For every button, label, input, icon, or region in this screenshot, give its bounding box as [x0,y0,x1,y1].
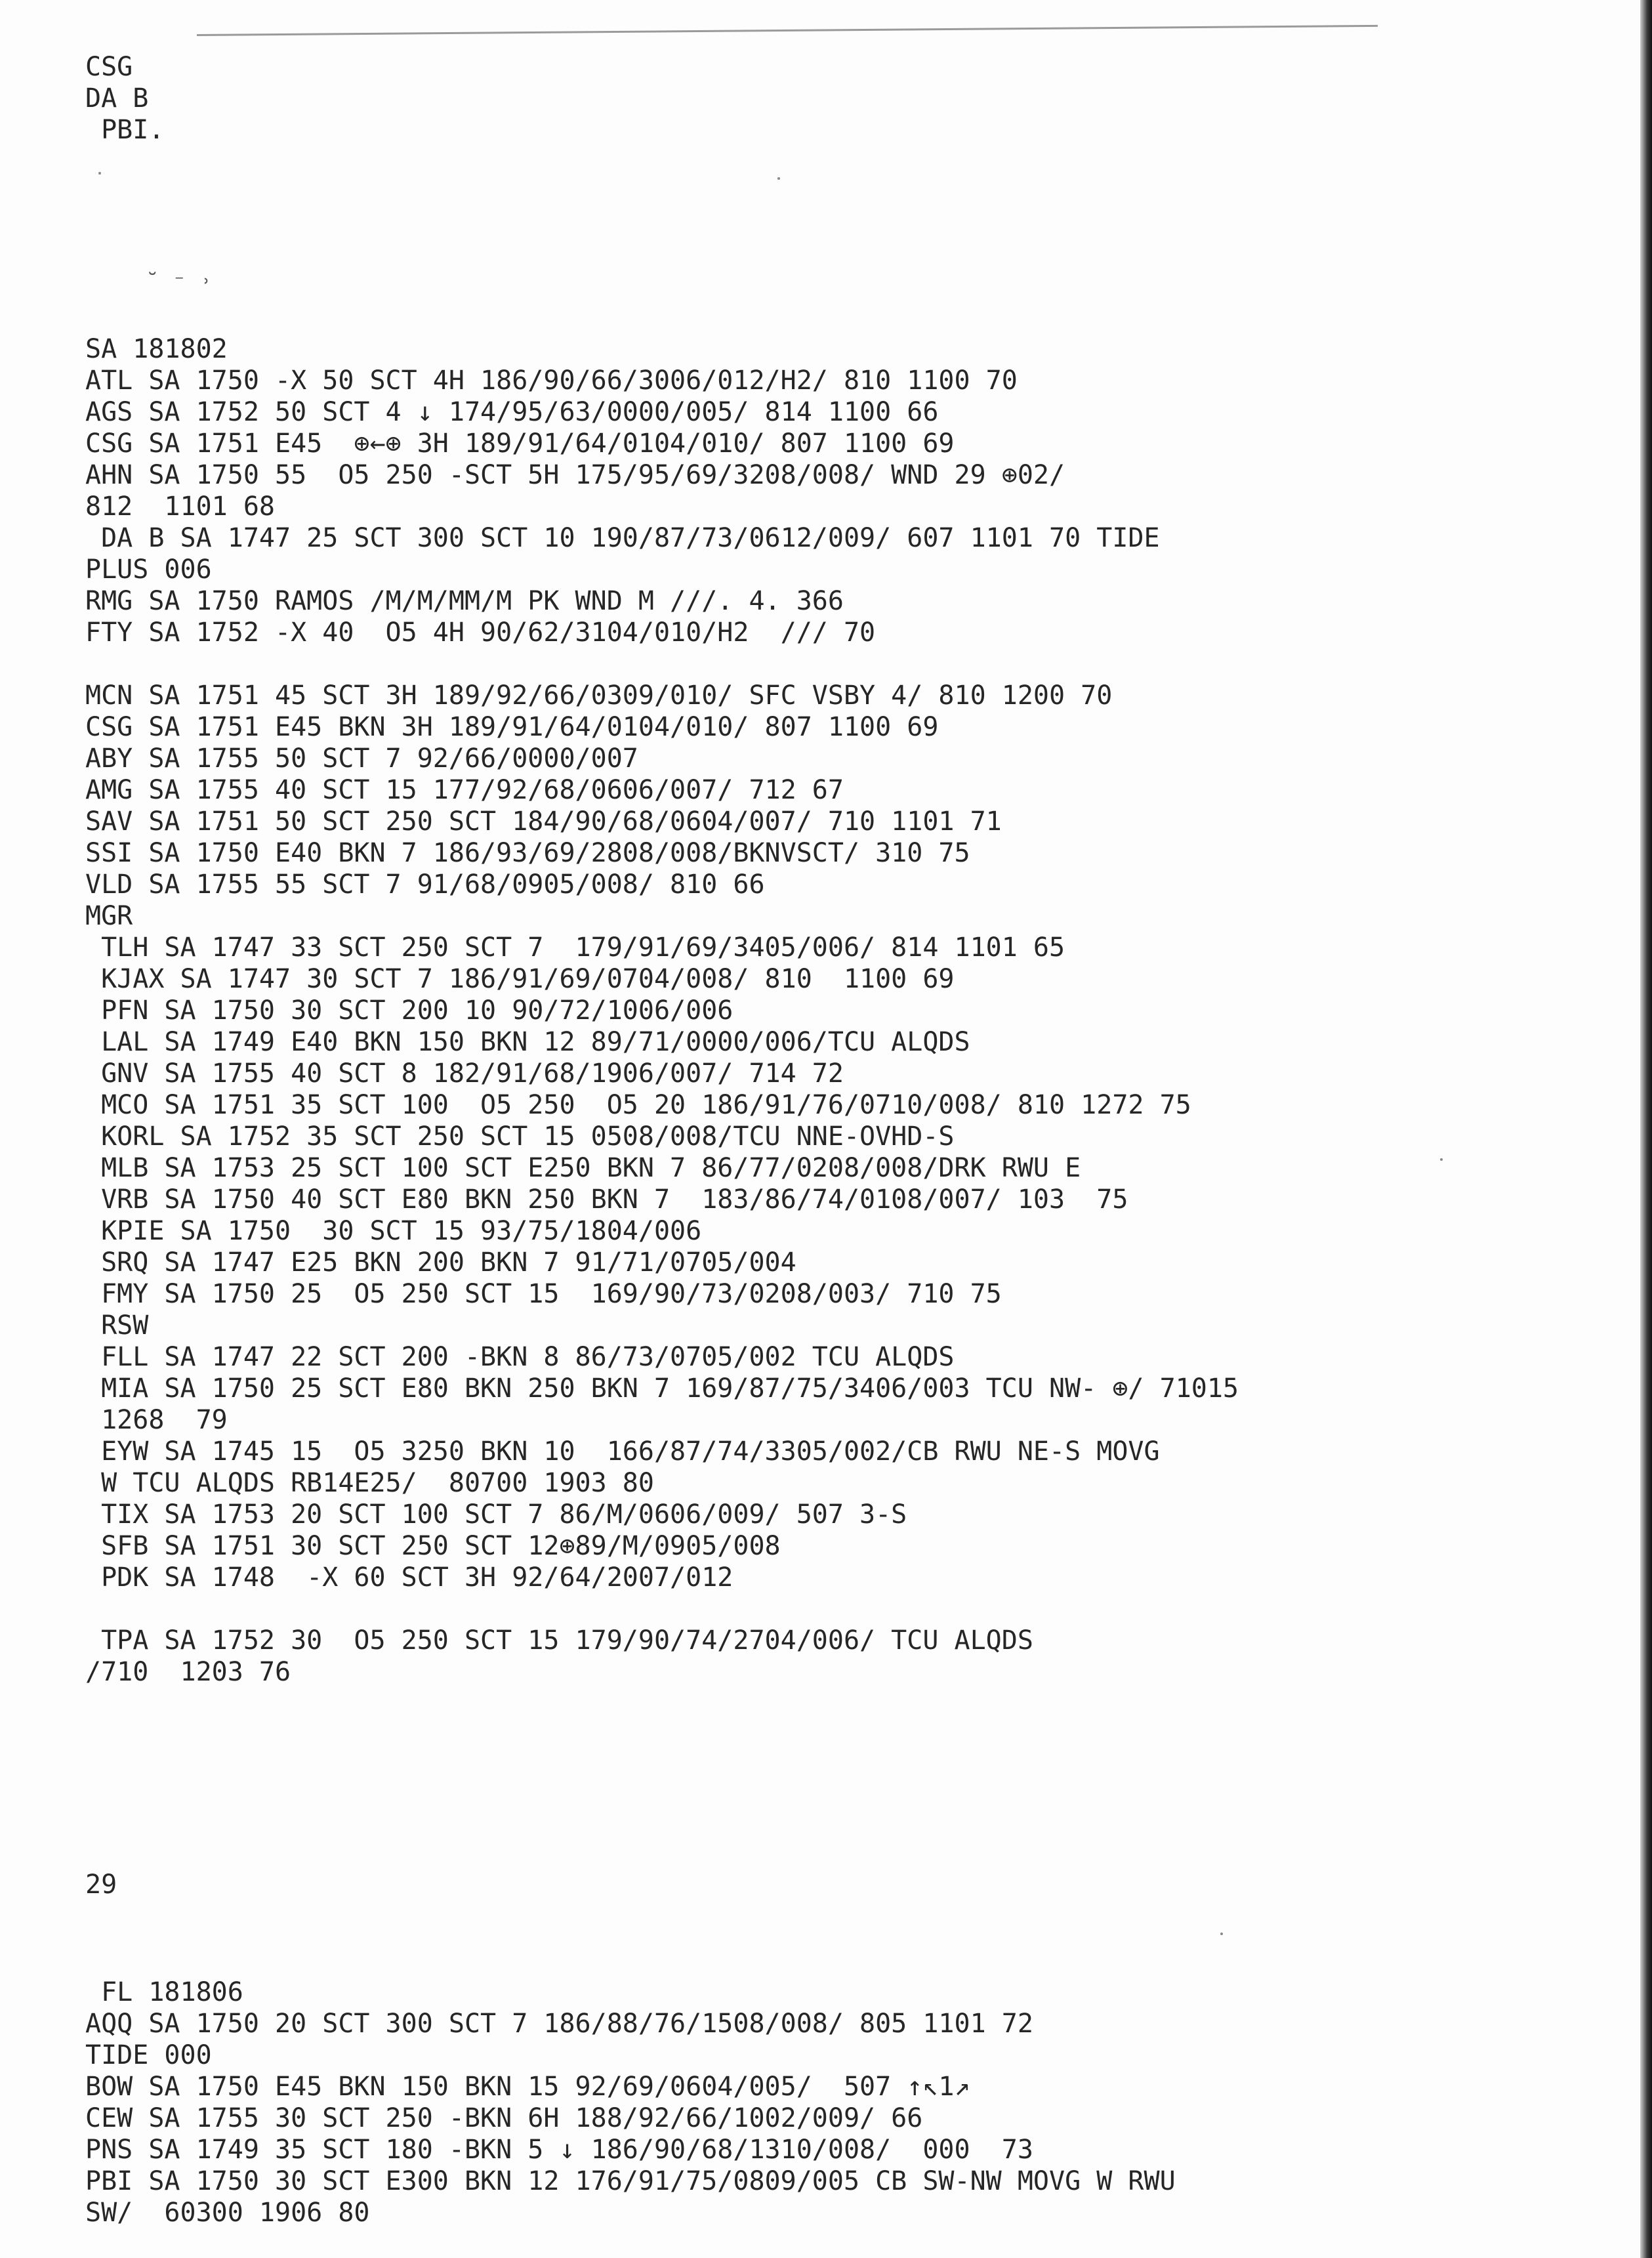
sa-report-line: PFN SA 1750 30 SCT 200 10 90/72/1006/006 [85,995,733,1026]
stray-marks: ˘ ⁻ ˒ [146,269,213,295]
sa-report-line: EYW SA 1745 15 O5 3250 BKN 10 166/87/74/3305/002/CB RWU NE-S MOVG [85,1436,1160,1467]
sa-report-line: VLD SA 1755 55 SCT 7 91/68/0905/008/ 810 66 [85,869,765,900]
paper-speck [98,172,101,175]
sa-report-line: MCO SA 1751 35 SCT 100 O5 250 O5 20 186/91/76/0710/008/ 810 1272 75 [85,1090,1191,1120]
sa-report-line: TLH SA 1747 33 SCT 250 SCT 7 179/91/69/3405/006/ 814 1101 65 [85,932,1065,963]
sa-report-line: MGR [85,901,133,931]
sa-report-line: SRQ SA 1747 E25 BKN 200 BKN 7 91/71/0705/004 [85,1247,796,1278]
paper-speck [777,177,780,180]
sa-report-line: DA B SA 1747 25 SCT 300 SCT 10 190/87/73/0612/009/ 607 1101 70 TIDE [85,523,1160,553]
sa-report-line: FLL SA 1747 22 SCT 200 -BKN 8 86/73/0705/002 TCU ALQDS [85,1342,955,1372]
sa-report-line: MLB SA 1753 25 SCT 100 SCT E250 BKN 7 86/77/0208/008/DRK RWU E [85,1153,1081,1183]
sa-report-line [85,648,1239,680]
header-station-codes [85,51,164,146]
sa-report-line: PLUS 006 [85,554,212,585]
fl-report-line: PBI SA 1750 30 SCT E300 BKN 12 176/91/75/0809/005 CB SW-NW MOVG W RWU [85,2166,1176,2196]
sa-report-line: GNV SA 1755 40 SCT 8 182/91/68/1906/007/ 714 72 [85,1058,844,1089]
sa-report-line: SFB SA 1751 30 SCT 250 SCT 12⊕89/M/0905/008 [85,1531,781,1561]
sa-report-line: KPIE SA 1750 30 SCT 15 93/75/1804/006 [85,1216,702,1246]
sa-report-line: /710 1203 76 [85,1657,291,1687]
paper-speck [1220,1933,1223,1935]
sa-report-line: RSW [85,1310,149,1341]
sa-report-line: RMG SA 1750 RAMOS /M/M/MM/M PK WND M ///. 4. 366 [85,586,844,616]
page-marker [85,1869,117,1900]
fl-report-line: BOW SA 1750 E45 BKN 150 BKN 15 92/69/0604/005/ 507 ↑↖1↗ [85,2072,970,2102]
sa-report-line: LAL SA 1749 E40 BKN 150 BKN 12 89/71/0000/006/TCU ALQDS [85,1027,970,1057]
sa-report-line: CSG SA 1751 E45 ⊕←⊕ 3H 189/91/64/0104/010/ 807 1100 69 [85,429,955,459]
sa-report-line: VRB SA 1750 40 SCT E80 BKN 250 BKN 7 183/86/74/0108/007/ 103 75 [85,1184,1128,1215]
sa-report-line: SAV SA 1751 50 SCT 250 SCT 184/90/68/0604/007/ 710 1101 71 [85,806,1002,837]
header-code: DA B [85,83,149,114]
sa-report-line: TPA SA 1752 30 O5 250 SCT 15 179/90/74/2704/006/ TCU ALQDS [85,1625,1033,1656]
fl-report-line: TIDE 000 [85,2040,212,2070]
sa-report-line: ABY SA 1755 50 SCT 7 92/66/0000/007 [85,743,638,774]
fl-report-line: FL 181806 [85,1977,243,2007]
sa-report-line: 812 1101 68 [85,491,275,522]
sa-report-line: KORL SA 1752 35 SCT 250 SCT 15 0508/008/TCU NNE-OVHD-S [85,1121,955,1152]
sa-report-line: FTY SA 1752 -X 40 O5 4H 90/62/3104/010/H2 /// 70 [85,617,876,648]
sa-bulletin [85,333,1239,1688]
header-code: CSG [85,52,133,82]
sa-report-line: MIA SA 1750 25 SCT E80 BKN 250 BKN 7 169/87/75/3406/003 TCU NW- ⊕/ 71015 [85,1373,1239,1404]
sa-report-line: KJAX SA 1747 30 SCT 7 186/91/69/0704/008/ 810 1100 69 [85,964,955,994]
fl-bulletin [85,1976,1176,2228]
sa-report-line: SA 181802 [85,334,228,364]
fl-report-line: AQQ SA 1750 20 SCT 300 SCT 7 186/88/76/1508/008/ 805 1101 72 [85,2009,1033,2039]
fl-report-line: CEW SA 1755 30 SCT 250 -BKN 6H 188/92/66/1002/009/ 66 [85,2103,923,2133]
sa-report-line: AMG SA 1755 40 SCT 15 177/92/68/0606/007/ 712 67 [85,775,844,805]
header-code: PBI. [85,115,165,145]
sa-report-line [85,1593,1239,1625]
sa-report-line: PDK SA 1748 -X 60 SCT 3H 92/64/2007/012 [85,1562,733,1593]
fl-report-line: SW/ 60300 1906 80 [85,2198,370,2228]
sa-report-line: CSG SA 1751 E45 BKN 3H 189/91/64/0104/010/ 807 1100 69 [85,712,939,742]
sa-report-line: TIX SA 1753 20 SCT 100 SCT 7 86/M/0606/009/ 507 3-S [85,1499,907,1530]
page-right-shadow [1640,0,1652,2258]
sa-report-line: SSI SA 1750 E40 BKN 7 186/93/69/2808/008/BKNVSCT/ 310 75 [85,838,970,868]
fl-report-line: PNS SA 1749 35 SCT 180 -BKN 5 ↓ 186/90/68/1310/008/ 000 73 [85,2135,1033,2165]
sa-report-line: FMY SA 1750 25 O5 250 SCT 15 169/90/73/0208/003/ 710 75 [85,1279,1002,1309]
page-number: 29 [85,1870,117,1900]
sa-report-line: MCN SA 1751 45 SCT 3H 189/92/66/0309/010/ SFC VSBY 4/ 810 1200 70 [85,680,1113,711]
sa-report-line: ATL SA 1750 -X 50 SCT 4H 186/90/66/3006/012/H2/ 810 1100 70 [85,366,1018,396]
paper-speck [1440,1158,1443,1161]
sa-report-line: AGS SA 1752 50 SCT 4 ↓ 174/95/63/0000/005/ 814 1100 66 [85,397,939,427]
sa-report-line: AHN SA 1750 55 O5 250 -SCT 5H 175/95/69/3208/008/ WND 29 ⊕02/ [85,460,1065,490]
page-top-edge-rule [197,25,1378,36]
sa-report-line: 1268 79 [85,1405,228,1435]
sa-report-line: W TCU ALQDS RB14E25/ 80700 1903 80 [85,1468,654,1498]
